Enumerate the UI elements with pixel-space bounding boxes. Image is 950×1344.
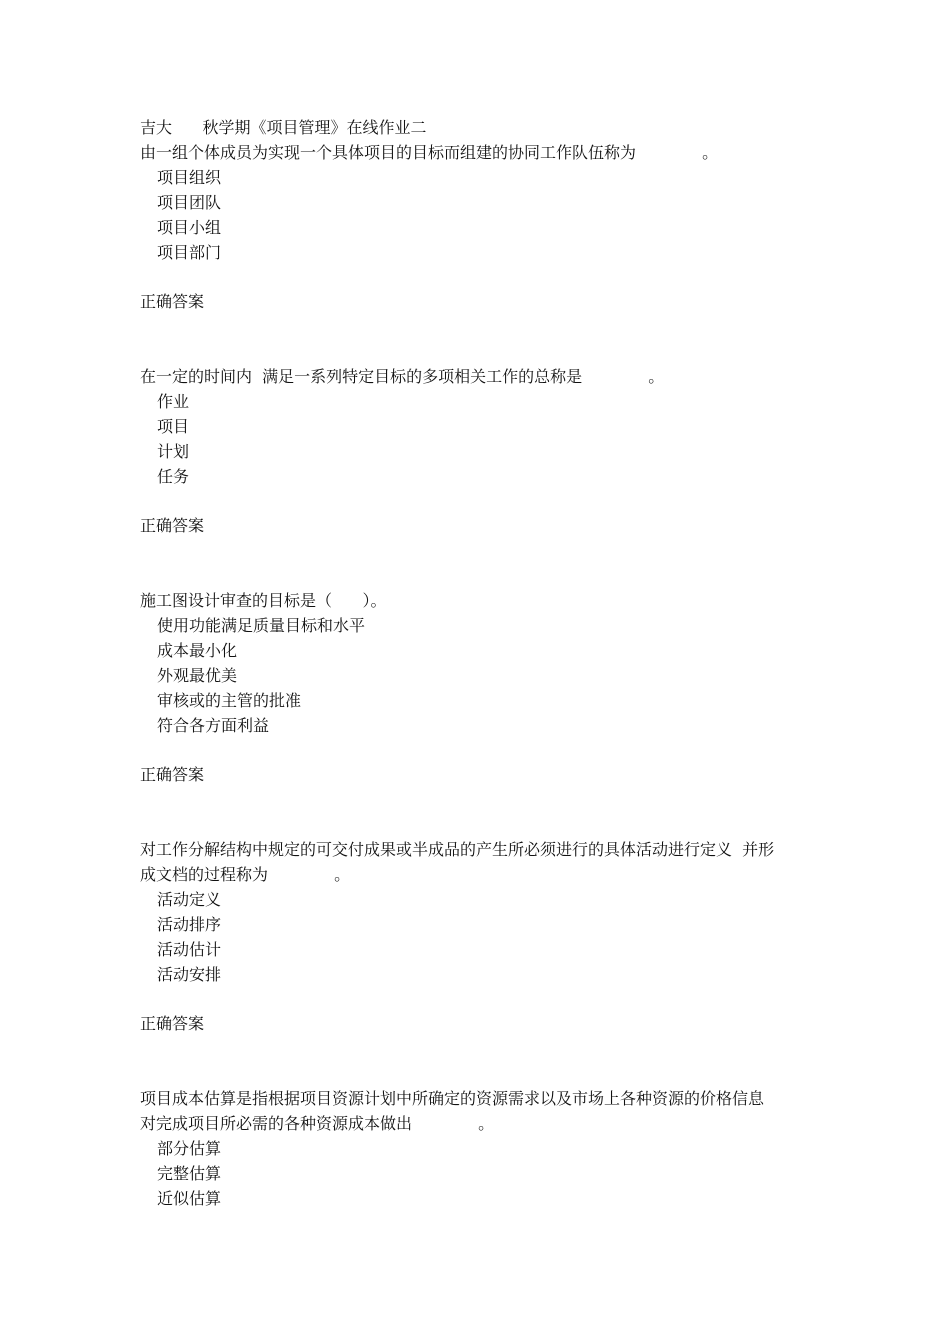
- option-a: 活动定义: [157, 890, 222, 909]
- option-d: 审核或的主管的批准: [157, 691, 302, 710]
- option-a: 使用功能满足质量目标和水平: [157, 616, 366, 635]
- option-c: 计划: [157, 442, 190, 461]
- question-stem: 项目成本估算是指根据项目资源计划中所确定的资源需求以及市场上各种资源的价格信息: [140, 1089, 765, 1108]
- option-b: 活动排序: [157, 915, 222, 934]
- option-b: 完整估算: [157, 1164, 222, 1183]
- option-a: 部分估算: [157, 1139, 222, 1158]
- option-a: 作业: [157, 392, 190, 411]
- document-title: 吉大 秋学期《项目管理》在线作业二: [140, 118, 427, 137]
- option-d: 活动安排: [157, 965, 222, 984]
- option-d: 任务: [157, 467, 190, 486]
- question-stem-continued: 对完成项目所必需的各种资源成本做出 。: [140, 1114, 495, 1133]
- question-stem: 由一组个体成员为实现一个具体项目的目标而组建的协同工作队伍称为 。: [140, 143, 719, 162]
- question-stem-continued: 成文档的过程称为 。: [140, 865, 351, 884]
- answer-label: 正确答案: [140, 765, 205, 784]
- option-c: 外观最优美: [157, 666, 238, 685]
- option-c: 近似估算: [157, 1189, 222, 1208]
- option-b: 成本最小化: [157, 641, 238, 660]
- option-c: 项目小组: [157, 218, 222, 237]
- option-c: 活动估计: [157, 940, 222, 959]
- option-e: 符合各方面利益: [157, 716, 270, 735]
- answer-label: 正确答案: [140, 292, 205, 311]
- question-stem: 施工图设计审查的目标是（ ）。: [140, 591, 387, 610]
- option-a: 项目组织: [157, 168, 222, 187]
- option-b: 项目: [157, 417, 190, 436]
- option-b: 项目团队: [157, 193, 222, 212]
- question-stem: 对工作分解结构中规定的可交付成果或半成品的产生所必须进行的具体活动进行定义 并形: [140, 840, 775, 859]
- option-d: 项目部门: [157, 243, 222, 262]
- answer-label: 正确答案: [140, 1014, 205, 1033]
- question-stem: 在一定的时间内 满足一系列特定目标的多项相关工作的总称是 。: [140, 367, 665, 386]
- answer-label: 正确答案: [140, 516, 205, 535]
